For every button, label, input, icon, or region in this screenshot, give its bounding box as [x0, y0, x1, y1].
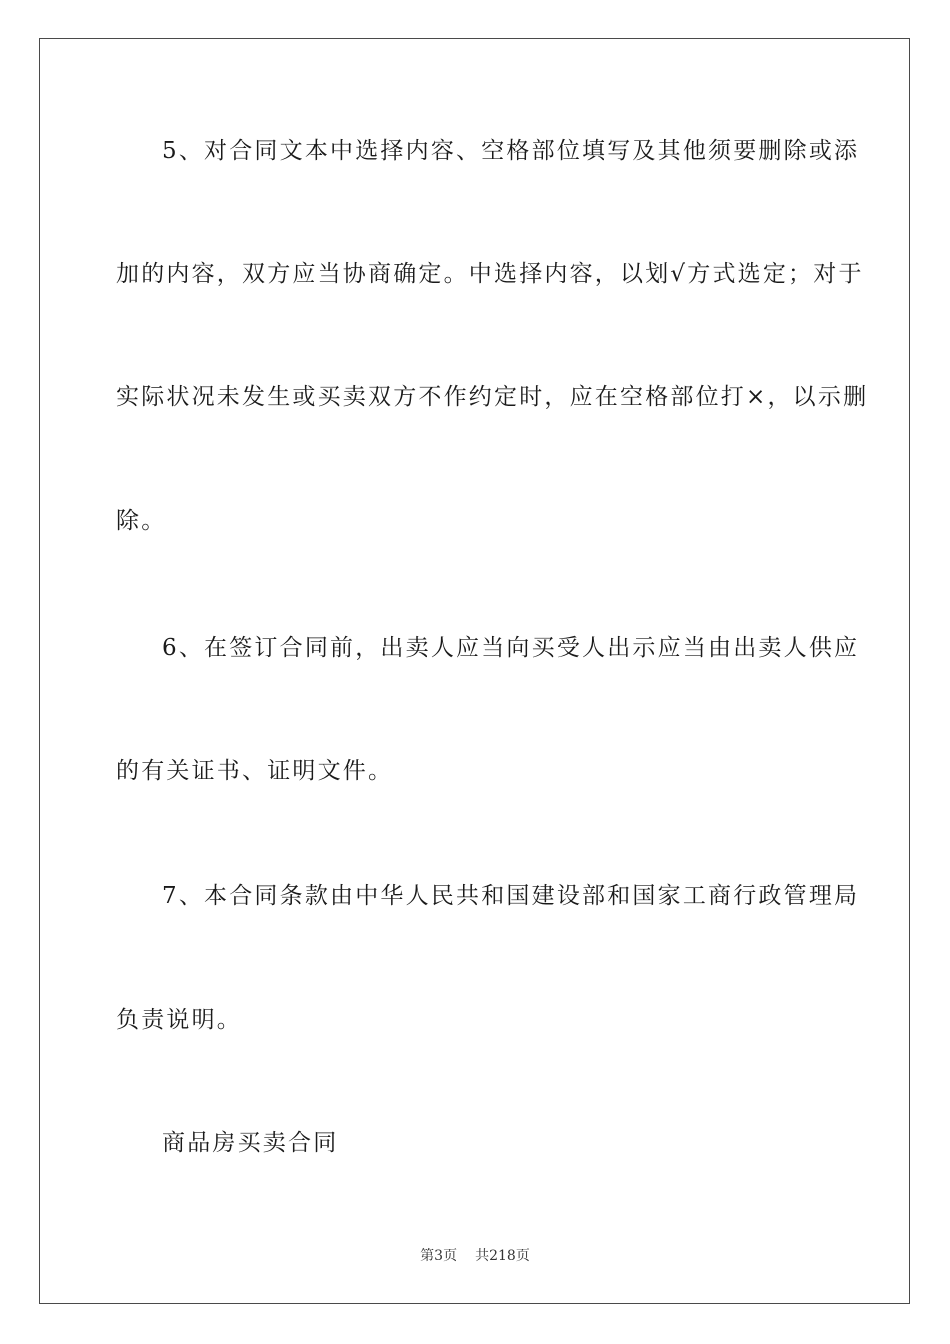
page-number: 第3页 — [420, 1248, 458, 1264]
paragraph-6-line-1: 6、在签订合同前，出卖人应当向买受人出示应当由出卖人供应 — [162, 635, 860, 661]
paragraph-5-line-3: 实际状况未发生或买卖双方不作约定时，应在空格部位打×，以示删 — [116, 384, 869, 410]
page-footer — [0, 1246, 950, 1266]
paragraph-6-line-2: 的有关证书、证明文件。 — [116, 758, 394, 784]
paragraph-7-line-2: 负责说明。 — [116, 1007, 242, 1033]
paragraph-7-line-1: 7、本合同条款由中华人民共和国建设部和国家工商行政管理局 — [162, 883, 860, 909]
paragraph-5-line-2: 加的内容，双方应当协商确定。中选择内容，以划√方式选定；对于 — [116, 261, 864, 287]
page-frame — [39, 38, 910, 1304]
section-title: 商品房买卖合同 — [162, 1130, 339, 1156]
page-total: 共218页 — [475, 1248, 530, 1264]
paragraph-5-line-1: 5、对合同文本中选择内容、空格部位填写及其他须要删除或添 — [162, 138, 860, 164]
paragraph-5-line-4: 除。 — [116, 508, 167, 534]
